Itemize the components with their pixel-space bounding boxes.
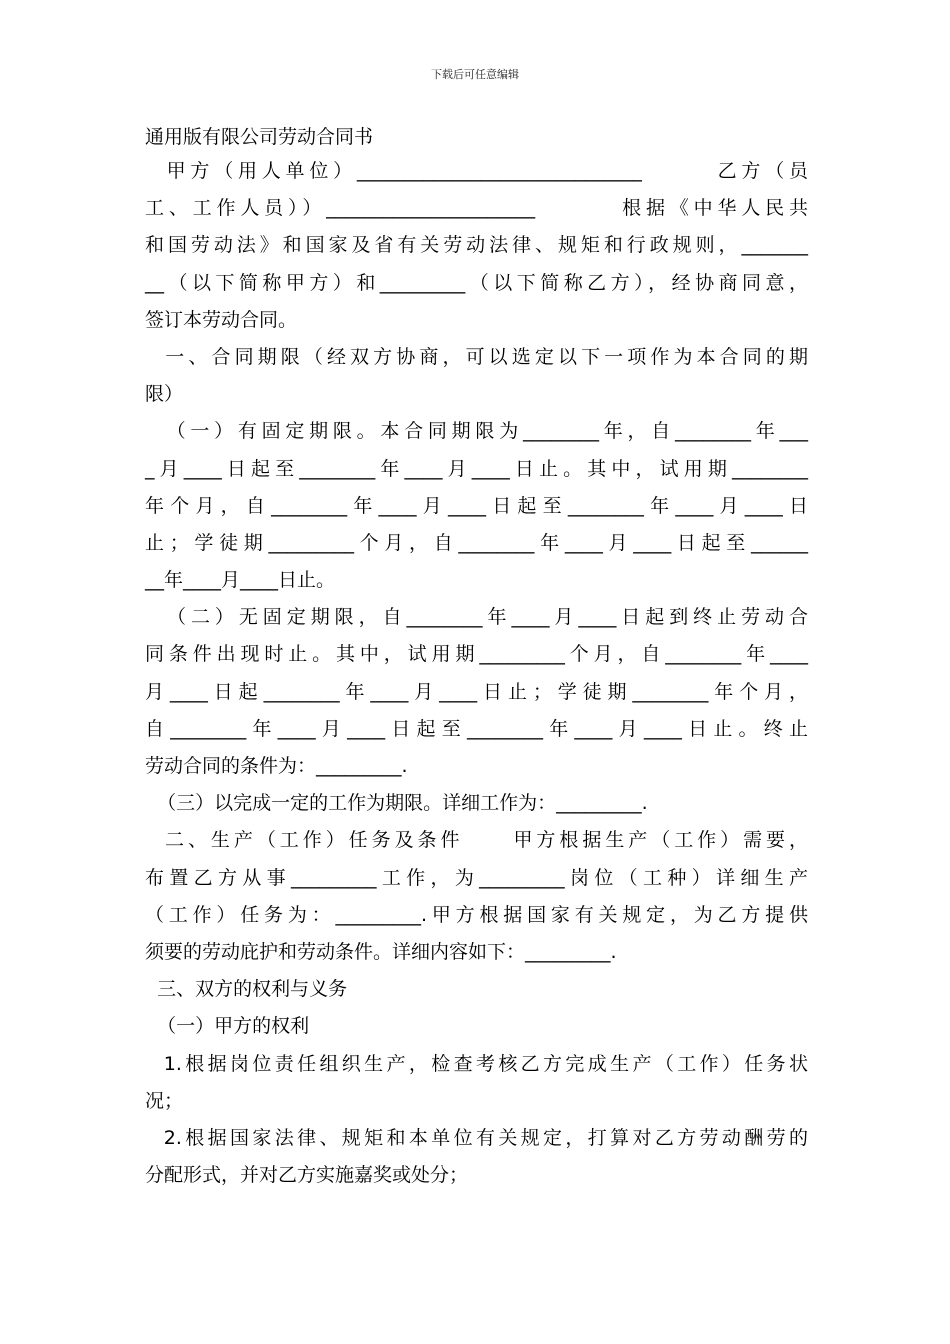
document-line: _月____日起至________年____月____日止。其中，试用期________ xyxy=(145,457,808,480)
document-line: （二）无固定期限，自________年____月____日起到终止劳动合 xyxy=(145,606,808,629)
document-line: （三）以完成一定的工作为期限。详细工作为：_________. xyxy=(145,792,648,815)
document-line: 签订本劳动合同。 xyxy=(145,308,298,331)
document-body xyxy=(145,156,808,1197)
document-line: __年____月____日止。 xyxy=(145,569,336,592)
document-line: 同条件出现时止。其中，试用期_________个月，自________年____ xyxy=(145,643,808,666)
document-title: 通用版有限公司劳动合同书 xyxy=(145,126,374,148)
document-line: __（以下简称甲方）和_________（以下简称乙方），经协商同意， xyxy=(145,271,808,294)
document-line: 况； xyxy=(145,1089,184,1112)
document-line: 二、生产（工作）任务及条件 甲方根据生产（工作）需要， xyxy=(145,829,808,852)
document-line: （工作）任务为：_________.甲方根据国家有关规定，为乙方提供 xyxy=(145,903,808,926)
document-line: 和国劳动法》和国家及省有关劳动法律、规矩和行政规则，_______ xyxy=(145,234,808,257)
document-line: 月____日起________年____月____日止；学徒期________年个月， xyxy=(145,680,808,703)
document-line: 劳动合同的条件为：_________. xyxy=(145,755,408,777)
document-line: 2.根据国家法律、规矩和本单位有关规定，打算对乙方劳动酬劳的 xyxy=(145,1126,808,1149)
document-line: 一、合同期限（经双方协商，可以选定以下一项作为本合同的期 xyxy=(145,345,808,368)
document-line: 年个月，自________年____月____日起至________年____月____日 xyxy=(145,494,808,517)
document-line: 自________年____月____日起至________年____月____日止。终止 xyxy=(145,717,808,740)
document-line: 止；学徒期_________个月，自________年____月____日起至______ xyxy=(145,531,808,554)
document-line: 限） xyxy=(145,383,184,406)
document-line: （一）有固定期限。本合同期限为________年，自________年___ xyxy=(145,420,808,443)
page-header-note: 下载后可任意编辑 xyxy=(431,68,519,81)
document-line: 三、双方的权利与义务 xyxy=(145,978,348,1001)
document-line: 工、工作人员））______________________ 根据《中华人民共 xyxy=(145,197,808,220)
document-line: 布置乙方从事_________工作，为_________岗位（工种）详细生产 xyxy=(145,866,808,889)
document-line: 分配形式，并对乙方实施嘉奖或处分； xyxy=(145,1164,469,1187)
document-line: 甲方（用人单位）______________________________ 乙方（员 xyxy=(145,160,808,182)
document-line: 须要的劳动庇护和劳动条件。详细内容如下：_________. xyxy=(145,940,617,963)
document-line: （一）甲方的权利 xyxy=(145,1015,310,1038)
document-line: 1.根据岗位责任组织生产，检查考核乙方完成生产（工作）任务状 xyxy=(145,1052,808,1075)
